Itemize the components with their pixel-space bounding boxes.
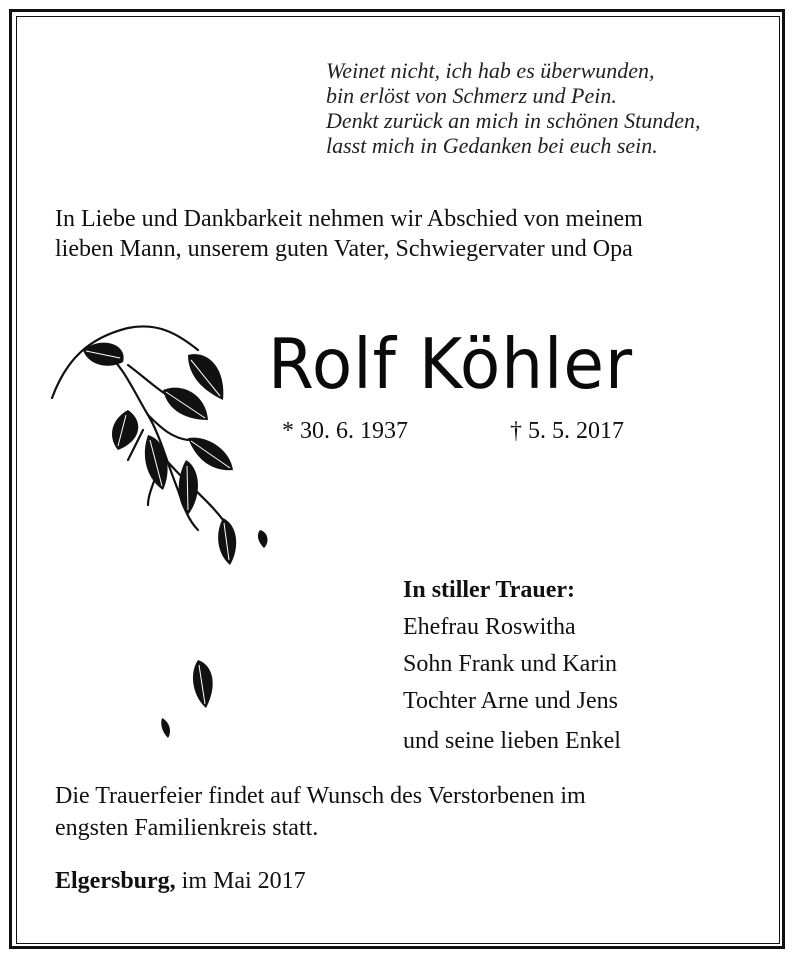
funeral-line: Die Trauerfeier findet auf Wunsch des Verstorbenen im (55, 783, 586, 809)
poem-line: Weinet nicht, ich hab es überwunden, (326, 58, 655, 83)
birch-branch-icon (48, 320, 278, 740)
poem (326, 58, 701, 158)
mourner-name: Ehefrau Roswitha (403, 614, 576, 640)
intro-line: In Liebe und Dankbarkeit nehmen wir Abschied von meinem (55, 206, 643, 232)
deceased-name: Rolf Köhler (268, 324, 634, 405)
funeral-notice (55, 780, 586, 844)
death-date: † 5. 5. 2017 (510, 418, 624, 444)
place-date (55, 868, 306, 895)
mourner-name: und seine lieben Enkel (403, 728, 621, 754)
mourner-name: Sohn Frank und Karin (403, 651, 617, 677)
poem-line: bin erlöst von Schmerz und Pein. (326, 83, 617, 108)
mourners-heading: In stiller Trauer: (403, 577, 575, 603)
intro-line: lieben Mann, unserem guten Vater, Schwiegervater und Opa (55, 236, 633, 262)
mourner-name: Tochter Arne und Jens (403, 688, 618, 714)
intro-text (55, 204, 643, 264)
poem-line: lasst mich in Gedanken bei euch sein. (326, 133, 658, 158)
poem-line: Denkt zurück an mich in schönen Stunden, (326, 108, 701, 133)
town-name: Elgersburg, (55, 868, 176, 894)
funeral-line: engsten Familienkreis statt. (55, 815, 319, 841)
birth-date: * 30. 6. 1937 (282, 418, 408, 444)
notice-date: im Mai 2017 (181, 868, 306, 894)
mourners-block (403, 572, 621, 760)
